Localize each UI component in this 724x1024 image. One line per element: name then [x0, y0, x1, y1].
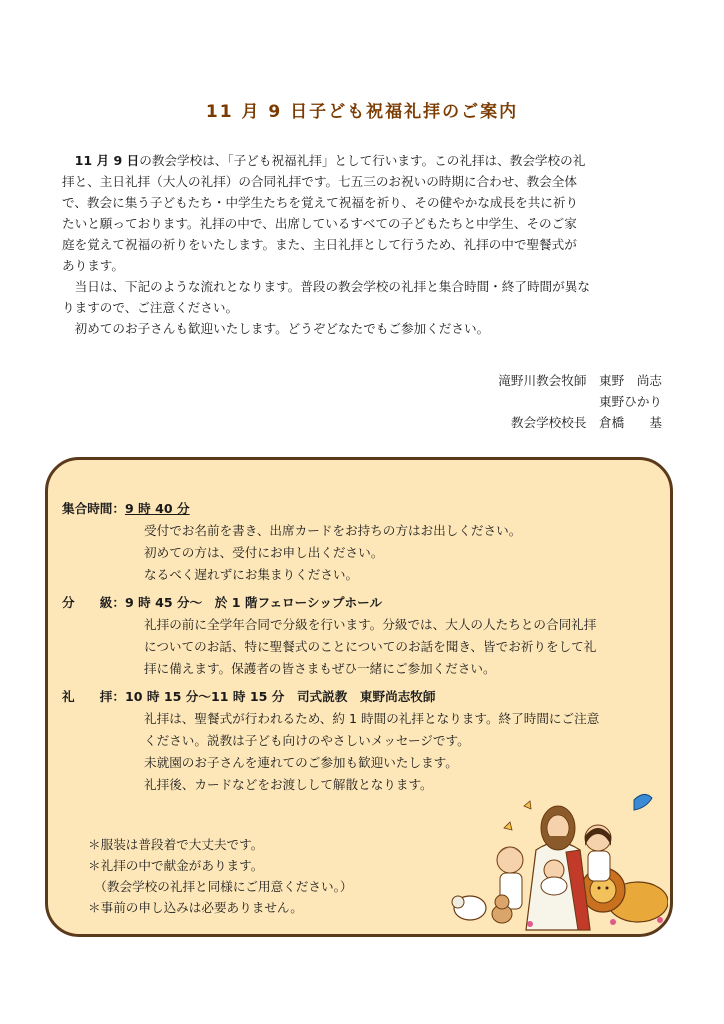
worship-head: 10 時 15 分～11 時 15 分 司式説教 東野尚志牧師: [124, 689, 436, 704]
schedule-box: [45, 457, 673, 937]
detail-line: 初めての方は、受付にお申し出ください。: [144, 545, 384, 560]
detail-line: についてのお話、特に聖餐式のことについてのお話を聞き、皆でお祈りをして礼: [144, 639, 597, 654]
detail-line: 受付でお名前を書き、出席カードをお持ちの方はお出しください。: [144, 523, 522, 538]
gather-row: [62, 498, 190, 519]
intro-line: 初めてのお子さんも歓迎いたします。どうぞどなたでもご参加ください。: [74, 321, 490, 336]
signature-line: 教会学校校長 倉橋 基: [510, 415, 662, 430]
intro-line: [62, 150, 662, 171]
note-line: ＊事前の申し込みは必要ありません。: [88, 900, 303, 915]
detail-line: 礼拝の前に全学年合同で分級を行います。分級では、大人の人たちとの合同礼拝: [144, 617, 597, 632]
signature: [380, 370, 662, 433]
gather-label: 集合時間：: [62, 501, 125, 516]
class-head: 9 時 45 分～ 於 1 階フェローシップホール: [124, 595, 383, 610]
intro-line: あります。: [62, 258, 124, 273]
note-line: （教会学校の礼拝と同様にご用意ください。）: [88, 879, 353, 894]
worship-details: [144, 708, 672, 796]
intro-line: たいと願っております。礼拝の中で、出席しているすべての子どもたちと中学生、そのご家: [62, 216, 577, 231]
detail-line: 未就園のお子さんを連れてのご参加も歓迎いたします。: [144, 755, 458, 770]
worship-label: 礼 拝：: [62, 689, 125, 704]
intro-line: で、教会に集う子どもたち・中学生たちを覚えて祝福を祈り、その健やかな成長を共に祈り: [62, 195, 579, 210]
detail-line: 礼拝後、カードなどをお渡しして解散となります。: [144, 777, 433, 792]
detail-line: ください。説教は子ども向けのやさしいメッセージです。: [144, 733, 470, 748]
intro-text: [62, 150, 662, 339]
intro-date: 11 月 9 日: [74, 153, 140, 168]
note-line: ＊礼拝の中で献金があります。: [88, 858, 264, 873]
detail-line: なるべく遅れずにお集まりください。: [144, 567, 359, 582]
gather-details: [144, 520, 672, 586]
intro-text-span: の教会学校は、「子ども祝福礼拝」として行います。この礼拝は、教会学校の礼: [139, 153, 586, 168]
class-row: [62, 592, 382, 613]
notes: [88, 834, 352, 918]
intro-line: 庭を覚えて祝福の祈りをいたします。また、主日礼拝として行うため、礼拝の中で聖餐式が: [62, 237, 577, 252]
worship-row: [62, 686, 435, 707]
class-label: 分 級：: [62, 595, 125, 610]
detail-line: 礼拝は、聖餐式が行われるため、約 1 時間の礼拝となります。終了時間にご注意: [144, 711, 600, 726]
intro-line: 拝と、主日礼拝（大人の礼拝）の合同礼拝です。七五三のお祝いの時期に合わせ、教会全体: [62, 174, 577, 189]
jesus-children-illustration: [438, 790, 668, 935]
signature-line: 滝野川教会牧師 東野 尚志: [498, 373, 662, 388]
detail-line: 拝に備えます。保護者の皆さまもぜひ一緒にご参加ください。: [144, 661, 496, 676]
class-details: [144, 614, 672, 680]
intro-line: りますので、ご注意ください。: [62, 300, 239, 315]
intro-line: 当日は、下記のような流れとなります。普段の教会学校の礼拝と集合時間・終了時間が異な: [74, 279, 590, 294]
signature-line: 東野ひかり: [599, 394, 662, 409]
page-title: 11 月 9 日子ども祝福礼拝のご案内: [205, 102, 519, 122]
note-line: ＊服装は普段着で大丈夫です。: [88, 837, 264, 852]
gather-time: 9 時 40 分: [124, 501, 190, 516]
